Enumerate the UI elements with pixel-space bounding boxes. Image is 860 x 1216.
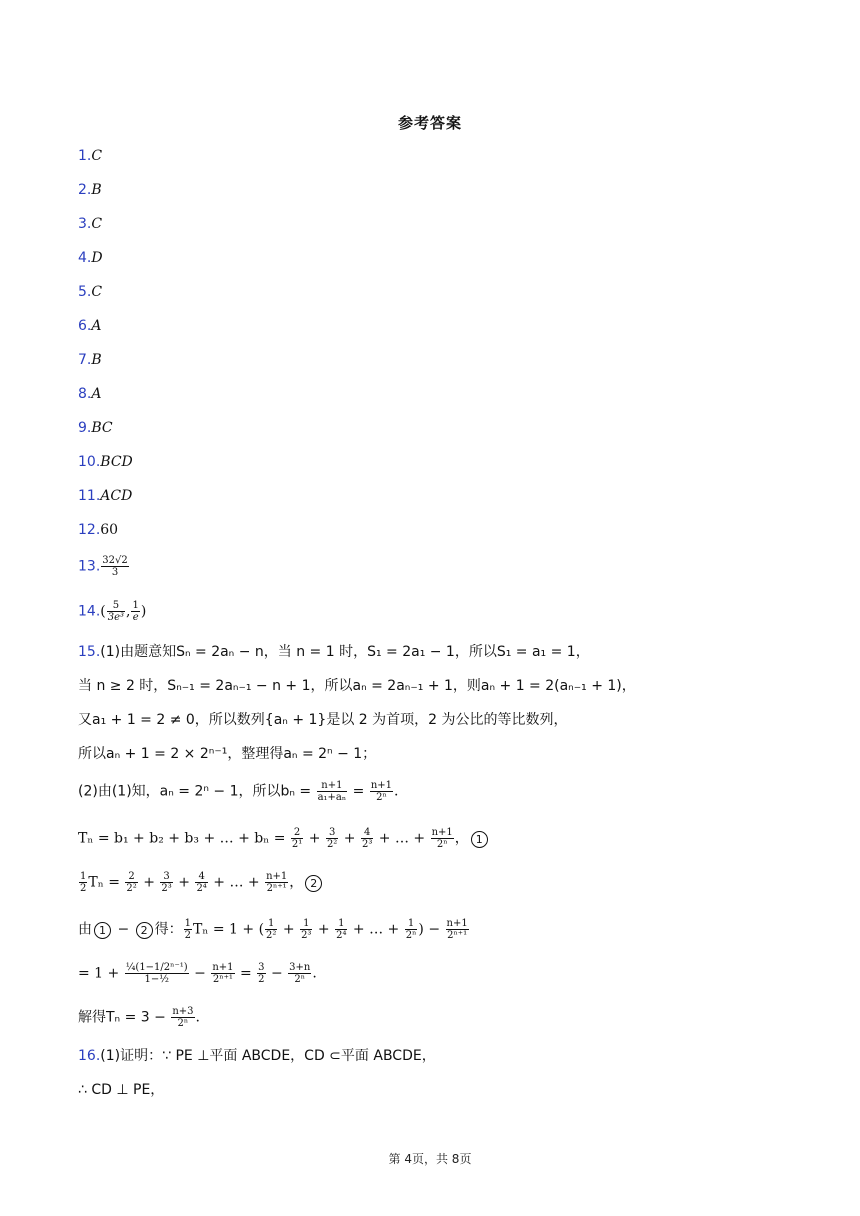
answer-row: [78, 248, 103, 268]
q15-line-9: = 1 + $\frac{\text{¼(1−1/2ⁿ⁻¹)}}{\text{1−½}}$ − $\frac{n+1}{\text{2ⁿ⁺¹}}$ = $\frac{3}{2}$ − $\frac{3+n}{\text{2ⁿ}}$ .: [78, 962, 317, 985]
question-number: 7.: [78, 352, 92, 368]
q16-line-2: ∴ CD ⊥ PE，: [78, 1082, 165, 1098]
answer-value: C: [91, 148, 103, 164]
answer-value: A: [91, 318, 102, 334]
answer-value: BCD: [100, 454, 133, 470]
answer-value: C: [91, 284, 103, 300]
question-number: 6.: [78, 318, 92, 334]
answer-row: [78, 282, 102, 302]
question-number: 5.: [78, 284, 92, 300]
answer-value: B: [91, 352, 102, 368]
q15-line-7: $\frac{1}{2}$ Tₙ = $\frac{2}{\text{2²}}$ + $\frac{3}{\text{2³}}$ + $\frac{4}{\text{2⁴}}$ + … + $\frac{n+1}{\text{2ⁿ⁺¹}}$ ， 2: [78, 871, 324, 894]
question-number: 2.: [78, 182, 92, 198]
page-title: 参考答案: [397, 114, 462, 132]
q15-line-10: 解得Tₙ = 3 − $\frac{n+3}{\text{2ⁿ}}$ .: [78, 1006, 200, 1029]
answer-value: C: [91, 216, 103, 232]
fraction: $\frac{5}{\text{3e³}}$: [107, 600, 125, 623]
q16-line-1: 16.(1)证明：∵ PE ⊥平面 ABCDE，CD ⊂平面 ABCDE，: [78, 1048, 436, 1064]
answer-value: ACD: [100, 488, 133, 504]
answer-value: A: [91, 386, 102, 402]
fraction: $\frac{1}{e}$: [132, 600, 139, 623]
answer-14: 14.( $\frac{5}{\text{3e³}}$ , $\frac{1}{e}$ ): [78, 600, 147, 623]
question-number: 13.: [78, 558, 101, 575]
question-number: 1.: [78, 148, 92, 164]
answer-row: [78, 418, 113, 438]
question-number: 16.: [78, 1048, 101, 1064]
question-number: 12.: [78, 522, 101, 538]
answer-value: 60: [100, 522, 119, 538]
answer-row: [78, 520, 118, 540]
q15-line-8: 由 1 − 2 得： $\frac{1}{2}$ Tₙ = 1 + ( $\frac{1}{\text{2²}}$ + $\frac{1}{\text{2³}}$ + $\frac{1}{\text{2⁴}}$ + … + $\frac{1}{\text{2ⁿ}}$ ) − $\frac{n+1}{\text{2ⁿ⁺¹}}$: [78, 918, 468, 941]
q15-line-4: 所以aₙ + 1 = 2 × 2ⁿ⁻¹，整理得aₙ = 2ⁿ − 1；: [78, 746, 377, 762]
fraction: $\frac{32√2}{3}$: [102, 555, 128, 578]
answer-row: [78, 214, 102, 234]
answer-row: [78, 384, 101, 404]
answer-value: B: [91, 182, 102, 198]
answer-row: [78, 452, 133, 472]
answer-row: [78, 316, 101, 336]
circled-one: 1: [471, 831, 488, 848]
question-number: 15.: [78, 644, 101, 660]
q15-line-5: (2)由(1)知，aₙ = 2ⁿ − 1，所以bₙ = $\frac{n+1}{\text{a₁+aₙ}}$ = $\frac{n+1}{\text{2ⁿ}}$ .: [78, 780, 399, 803]
answer-row: [78, 350, 102, 370]
answer-value: D: [91, 250, 103, 266]
question-number: 4.: [78, 250, 92, 266]
q15-line-6: Tₙ = b₁ + b₂ + b₃ + … + bₙ = $\frac{2}{\text{2¹}}$ + $\frac{3}{\text{2²}}$ + $\frac{4}{\text{2³}}$ + … + $\frac{n+1}{\text{2ⁿ}}$ ， 1: [78, 827, 490, 850]
page-footer: 第 4页，共 8页: [388, 1152, 472, 1166]
question-number: 9.: [78, 420, 92, 436]
answer-row: [78, 180, 102, 200]
question-number: 3.: [78, 216, 92, 232]
q15-line-3: 又a₁ + 1 = 2 ≠ 0，所以数列{aₙ + 1}是以 2 为首项，2 为公比的等比数列，: [78, 712, 568, 728]
answer-row: [78, 146, 102, 166]
answer-13: [78, 555, 130, 578]
question-number: 8.: [78, 386, 92, 402]
q15-line-1: 15.(1)由题意知Sₙ = 2aₙ − n，当 n = 1 时，S₁ = 2a₁ − 1，所以S₁ = a₁ = 1，: [78, 644, 590, 660]
question-number: 11.: [78, 488, 101, 504]
q15-line-2: 当 n ≥ 2 时，Sₙ₋₁ = 2aₙ₋₁ − n + 1，所以aₙ = 2aₙ₋₁ + 1，则aₙ + 1 = 2(aₙ₋₁ + 1)，: [78, 678, 636, 694]
question-number: 14.: [78, 603, 101, 620]
answer-value: BC: [91, 420, 113, 436]
answer-row: [78, 486, 132, 506]
question-number: 10.: [78, 454, 101, 470]
circled-two: 2: [305, 875, 322, 892]
